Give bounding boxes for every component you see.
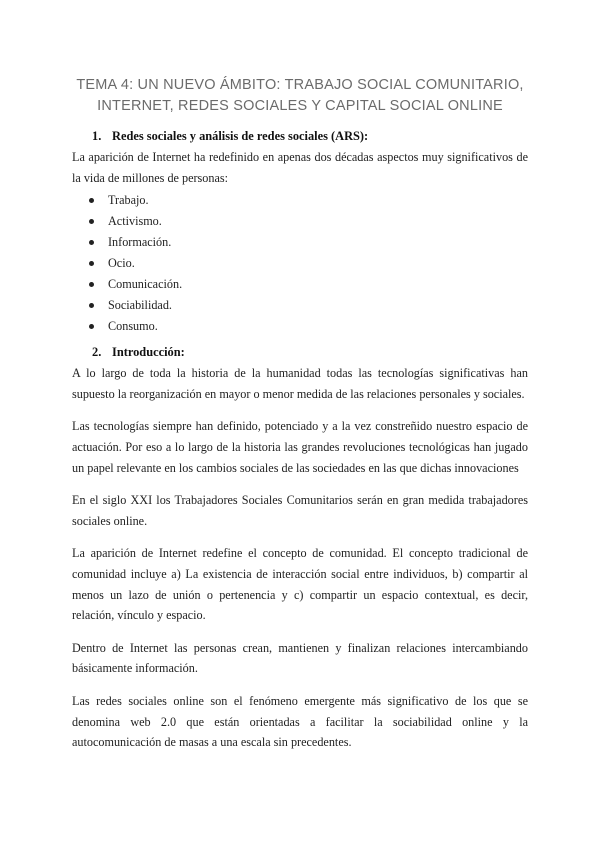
paragraph: La aparición de Internet redefine el concepto de comunidad. El concepto tradicional de comunidad incluye a) La existencia de interacción social entre individuos, b) compartir al menos un lazo de unión o pertenencia y c) compartir un espacio contextual, es decir, relación, vínculo y espacio. bbox=[72, 546, 528, 623]
bullet-dot-icon bbox=[89, 219, 94, 224]
bullet-dot-icon bbox=[89, 240, 94, 245]
list-item bbox=[72, 232, 528, 253]
bullet-dot-icon bbox=[89, 303, 94, 308]
list-item-text: Información. bbox=[108, 235, 172, 250]
list-item-text: Trabajo. bbox=[108, 193, 149, 208]
section-1-intro: La aparición de Internet ha redefinido en apenas dos décadas aspectos muy significativos de la vida de millones de personas: bbox=[72, 150, 528, 185]
list-item bbox=[72, 190, 528, 211]
section-2-heading-text: Introducción: bbox=[112, 345, 185, 360]
section-1-bullet-list bbox=[72, 190, 528, 337]
list-item-text: Sociabilidad. bbox=[108, 298, 172, 313]
title-line-1: TEMA 4: UN NUEVO ÁMBITO: TRABAJO SOCIAL COMUNITARIO, bbox=[76, 77, 524, 93]
bullet-dot-icon bbox=[89, 198, 94, 203]
document-title bbox=[40, 75, 560, 117]
section-2-heading bbox=[72, 343, 528, 361]
paragraph: Las tecnologías siempre han definido, potenciado y a la vez constreñido nuestro espacio de actuación. Por eso a lo largo de la historia las grandes revoluciones tecnológicas han jugado un papel relevante en los cambios sociales de las sociedades en las que dichas innovaciones bbox=[72, 419, 528, 475]
section-1-heading bbox=[72, 127, 528, 145]
section-1-heading-text: Redes sociales y análisis de redes sociales (ARS): bbox=[112, 129, 369, 143]
section-1-number: 1. bbox=[92, 129, 102, 143]
list-item-text: Comunicación. bbox=[108, 277, 183, 292]
document-body bbox=[72, 127, 528, 753]
list-item-text: Consumo. bbox=[108, 319, 158, 334]
title-line-2: INTERNET, REDES SOCIALES Y CAPITAL SOCIAL ONLINE bbox=[97, 98, 503, 114]
list-item bbox=[72, 253, 528, 274]
bullet-dot-icon bbox=[89, 282, 94, 287]
list-item-text: Activismo. bbox=[108, 214, 162, 229]
list-item bbox=[72, 316, 528, 337]
paragraph: Las redes sociales online son el fenómeno emergente más significativo de los que se denomina web 2.0 que están orientadas a facilitar la sociabilidad online y la autocomunicación de masas a una escala sin precedentes. bbox=[72, 693, 528, 750]
list-item-text: Ocio. bbox=[108, 256, 135, 271]
paragraph: A lo largo de toda la historia de la humanidad todas las tecnologías significativas han supuesto la reorganización en mayor o menor medida de las relaciones personales y sociales. bbox=[72, 366, 528, 401]
bullet-dot-icon bbox=[89, 324, 94, 329]
section-2-number: 2. bbox=[92, 345, 102, 360]
paragraph: Dentro de Internet las personas crean, mantienen y finalizan relaciones intercambiando básicamente información. bbox=[72, 640, 528, 676]
bullet-dot-icon bbox=[89, 261, 94, 266]
paragraph: En el siglo XXI los Trabajadores Sociales Comunitarios serán en gran medida trabajadores sociales online. bbox=[72, 493, 528, 528]
list-item bbox=[72, 211, 528, 232]
list-item bbox=[72, 274, 528, 295]
list-item bbox=[72, 295, 528, 316]
